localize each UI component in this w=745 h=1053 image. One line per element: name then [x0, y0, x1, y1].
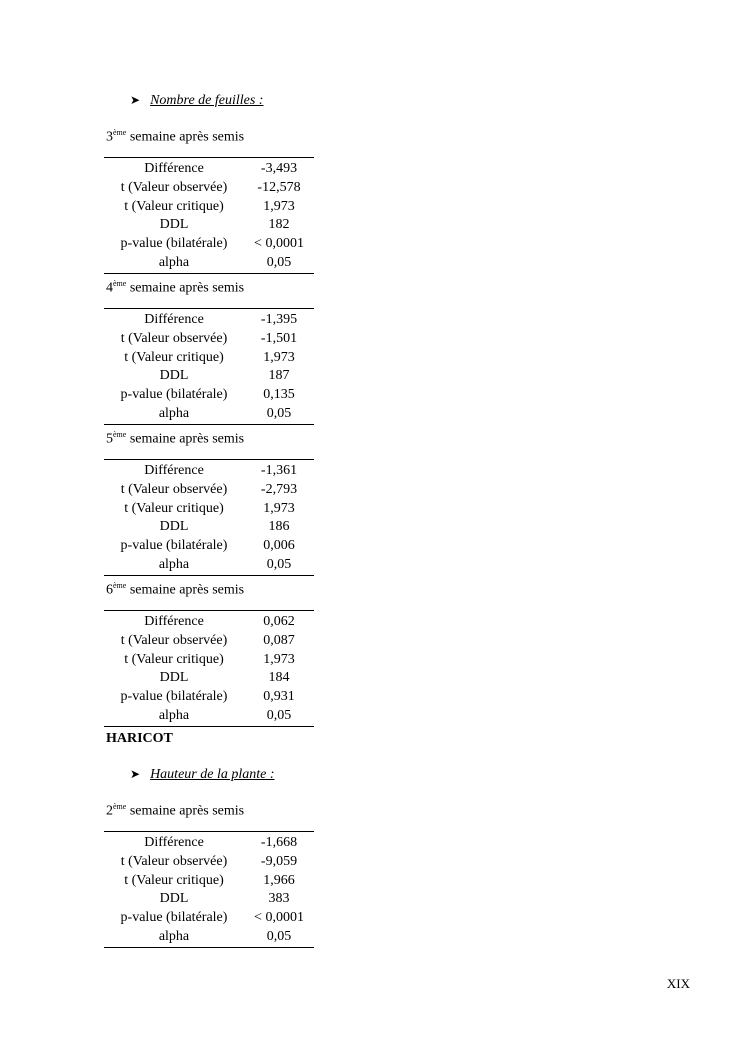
table-row — [104, 537, 314, 556]
table-row — [104, 518, 314, 537]
table-row — [104, 651, 314, 670]
row-label: p-value (bilatérale) — [120, 538, 228, 554]
arrow-bullet-icon: ➤ — [130, 93, 141, 107]
row-value: -2,793 — [260, 481, 298, 497]
row-value: -9,059 — [260, 853, 298, 869]
table-row — [104, 386, 314, 405]
ttest-table-week-4 — [104, 308, 314, 425]
row-value: 0,006 — [263, 538, 295, 554]
table-row — [104, 688, 314, 707]
ttest-table-week-6 — [104, 610, 314, 727]
table-row — [104, 890, 314, 909]
row-label: t (Valeur observée) — [120, 179, 228, 195]
row-label: t (Valeur observée) — [120, 481, 228, 497]
table-row — [104, 556, 314, 575]
table-row — [104, 330, 314, 349]
row-label: Différence — [104, 309, 244, 330]
row-label: alpha — [104, 707, 244, 726]
row-label: DDL — [159, 891, 189, 907]
row-value: -3,493 — [244, 158, 314, 179]
ttest-table-week-3 — [104, 157, 314, 274]
row-label: Différence — [104, 611, 244, 632]
row-value: 0,05 — [244, 707, 314, 726]
table-row — [104, 216, 314, 235]
row-label: t (Valeur observée) — [120, 853, 228, 869]
week-label-2: 2ème semaine après semis — [106, 802, 245, 819]
week-label-6: 6ème semaine après semis — [106, 581, 245, 598]
row-label: t (Valeur observée) — [120, 632, 228, 648]
row-value: 0,05 — [244, 928, 314, 947]
table-row — [104, 872, 314, 891]
heading-nombre-de-feuilles: ➤ Nombre de feuilles : — [130, 93, 264, 108]
row-value: 1,973 — [263, 198, 295, 214]
row-label: t (Valeur critique) — [124, 198, 224, 214]
table-row — [104, 909, 314, 928]
row-value: 187 — [268, 368, 290, 384]
table-row — [104, 669, 314, 688]
row-label: Différence — [104, 460, 244, 481]
heading-hauteur-de-la-plante: ➤ Hauteur de la plante : — [130, 767, 275, 782]
row-value: -1,501 — [260, 330, 298, 346]
row-label: p-value (bilatérale) — [120, 236, 228, 252]
table-row — [104, 309, 314, 330]
section-title-haricot: HARICOT — [106, 731, 173, 746]
row-value: < 0,0001 — [254, 910, 304, 926]
table-row — [104, 632, 314, 651]
ttest-table-week-5 — [104, 459, 314, 576]
row-value: 1,973 — [263, 500, 295, 516]
row-value: 182 — [268, 217, 290, 233]
table-row — [104, 198, 314, 217]
arrow-bullet-icon: ➤ — [130, 767, 141, 781]
row-label: t (Valeur critique) — [124, 500, 224, 516]
row-label: p-value (bilatérale) — [120, 387, 228, 403]
table-row — [104, 254, 314, 273]
row-value: 0,062 — [244, 611, 314, 632]
row-value: 383 — [268, 891, 290, 907]
row-label: t (Valeur critique) — [124, 872, 224, 888]
table-row — [104, 928, 314, 947]
row-value: -1,395 — [244, 309, 314, 330]
row-label: alpha — [104, 928, 244, 947]
row-value: -12,578 — [257, 179, 301, 195]
row-label: alpha — [104, 405, 244, 424]
table-row — [104, 179, 314, 198]
table-row — [104, 367, 314, 386]
row-value: 0,05 — [244, 254, 314, 273]
row-value: < 0,0001 — [254, 236, 304, 252]
row-value: 0,135 — [263, 387, 295, 403]
row-value: 1,973 — [263, 651, 295, 667]
table-row — [104, 235, 314, 254]
row-value: 184 — [268, 670, 290, 686]
table-row — [104, 481, 314, 500]
week-label-3: 3ème semaine après semis — [106, 128, 245, 145]
week-label-5: 5ème semaine après semis — [106, 430, 245, 447]
row-label: DDL — [159, 368, 189, 384]
row-label: alpha — [104, 254, 244, 273]
ttest-table-week-2 — [104, 831, 314, 948]
row-value: 1,966 — [263, 872, 295, 888]
row-label: Différence — [104, 832, 244, 853]
row-value: 0,087 — [263, 632, 295, 648]
row-label: t (Valeur critique) — [124, 349, 224, 365]
row-label: alpha — [104, 556, 244, 575]
row-label: DDL — [159, 519, 189, 535]
row-label: DDL — [159, 670, 189, 686]
row-value: -1,361 — [244, 460, 314, 481]
row-label: t (Valeur critique) — [124, 651, 224, 667]
table-row — [104, 460, 314, 481]
row-label: DDL — [159, 217, 189, 233]
table-row — [104, 405, 314, 424]
table-row — [104, 500, 314, 519]
row-label: Différence — [104, 158, 244, 179]
table-row — [104, 611, 314, 632]
row-label: p-value (bilatérale) — [120, 689, 228, 705]
page-number: XIX — [666, 976, 690, 991]
row-label: t (Valeur observée) — [120, 330, 228, 346]
table-row — [104, 349, 314, 368]
row-value: 1,973 — [263, 349, 295, 365]
week-label-4: 4ème semaine après semis — [106, 279, 245, 296]
row-value: 186 — [268, 519, 290, 535]
row-value: -1,668 — [244, 832, 314, 853]
table-row — [104, 853, 314, 872]
row-label: p-value (bilatérale) — [120, 910, 228, 926]
row-value: 0,931 — [263, 689, 295, 705]
table-row — [104, 707, 314, 726]
table-row — [104, 832, 314, 853]
row-value: 0,05 — [244, 405, 314, 424]
table-row — [104, 158, 314, 179]
row-value: 0,05 — [244, 556, 314, 575]
